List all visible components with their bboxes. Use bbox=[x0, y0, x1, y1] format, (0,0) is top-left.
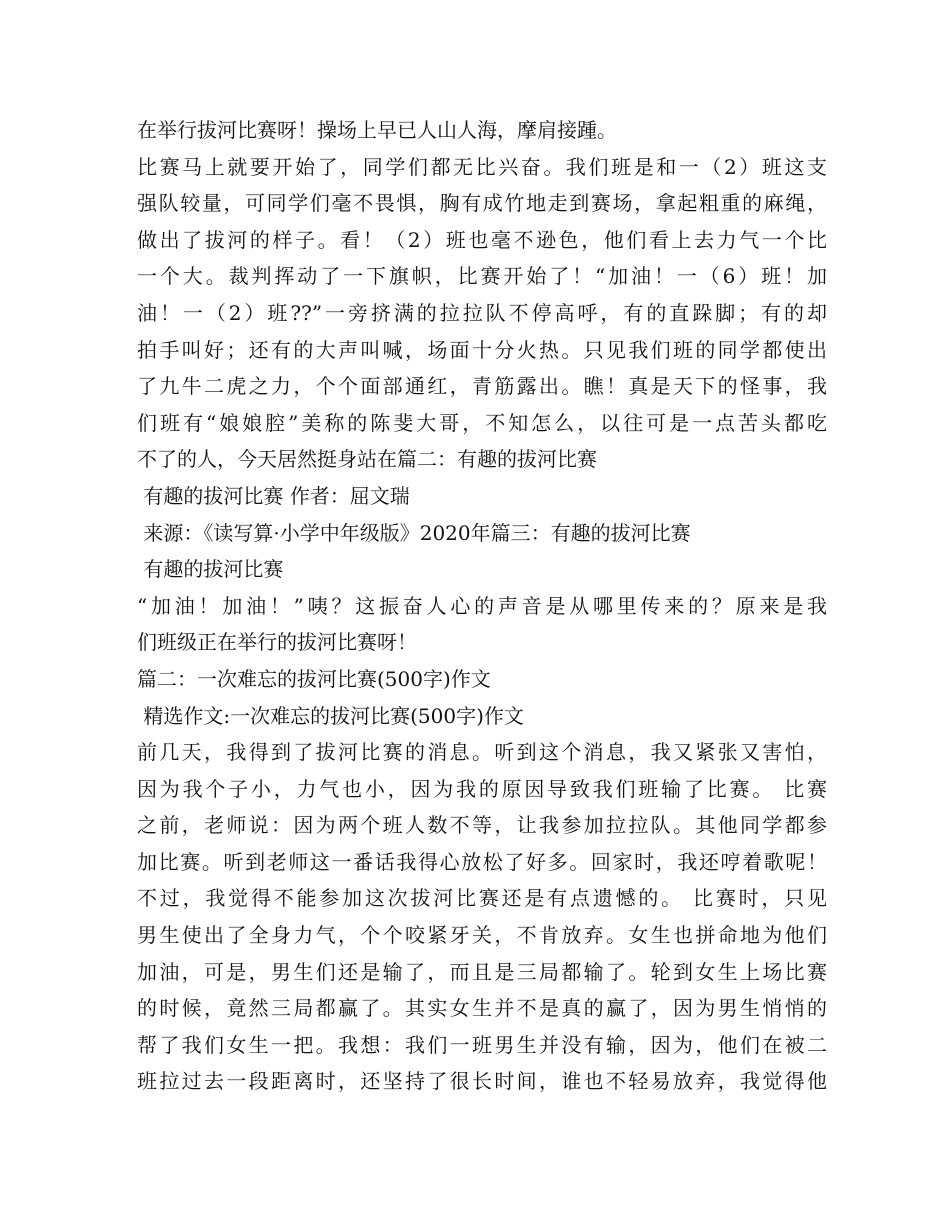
text-line: 不了的人，今天居然挺身站在篇二：有趣的拔河比赛 bbox=[137, 447, 597, 472]
text-line: 班拉过去一段距离时，还坚持了很长时间，谁也不轻易放弃，我觉得他 bbox=[137, 1069, 827, 1094]
text-line: 有趣的拔河比赛 作者：屈文瑞 bbox=[137, 483, 410, 508]
text-line: “加油！加油！”咦？这振奋人心的声音是从哪里传来的？原来是我 bbox=[137, 593, 827, 618]
text-line: 有趣的拔河比赛 bbox=[137, 557, 284, 582]
text-line: 拍手叫好；还有的大声叫喊，场面十分火热。只见我们班的同学都使出 bbox=[137, 337, 827, 362]
text-line: 们班有“娘娘腔”美称的陈斐大哥，不知怎么，以往可是一点苦头都吃 bbox=[137, 410, 827, 435]
text-line: 加油，可是，男生们还是输了，而且是三局都输了。轮到女生上场比赛 bbox=[137, 959, 827, 984]
text-line: 来源：《读写算·小学中年级版》2020年篇三：有趣的拔河比赛 bbox=[137, 520, 691, 545]
text-line: 了九牛二虎之力，个个面部通红，青筋露出。瞧！真是天下的怪事，我 bbox=[137, 374, 827, 399]
text-line: 油！一（2）班??”一旁挤满的拉拉队不停高呼，有的直跺脚；有的却 bbox=[137, 300, 827, 325]
text-line: 前几天，我得到了拔河比赛的消息。听到这个消息，我又紧张又害怕， bbox=[137, 740, 827, 765]
text-line: 男生使出了全身力气，个个咬紧牙关，不肯放弃。女生也拼命地为他们 bbox=[137, 923, 827, 948]
text-line: 强队较量，可同学们毫不畏惧，胸有成竹地走到赛场，拿起粗重的麻绳， bbox=[137, 191, 827, 216]
text-line: 帮了我们女生一把。我想：我们一班男生并没有输，因为，他们在被二 bbox=[137, 1032, 827, 1057]
text-line: 加比赛。听到老师这一番话我得心放松了好多。回家时，我还哼着歌呢！ bbox=[137, 849, 827, 874]
text-line: 不过，我觉得不能参加这次拔河比赛还是有点遗憾的。 比赛时，只见 bbox=[137, 886, 827, 911]
text-line: 之前，老师说：因为两个班人数不等，让我参加拉拉队。其他同学都参 bbox=[137, 813, 827, 838]
text-line: 的时候，竟然三局都赢了。其实女生并不是真的赢了，因为男生悄悄的 bbox=[137, 996, 827, 1021]
text-line: 做出了拔河的样子。看！（2）班也毫不逊色，他们看上去力气一个比 bbox=[137, 227, 827, 252]
document-body bbox=[137, 112, 827, 1100]
text-line: 一个大。裁判挥动了一下旗帜，比赛开始了！“加油！一（6）班！加 bbox=[137, 264, 827, 289]
section-heading: 篇二：一次难忘的拔河比赛(500字)作文 bbox=[137, 666, 491, 691]
text-line: 们班级正在举行的拔河比赛呀！ bbox=[137, 630, 417, 655]
text-line: 因为我个子小，力气也小，因为我的原因导致我们班输了比赛。 比赛 bbox=[137, 776, 827, 801]
text-line: 在举行拔河比赛呀！操场上早已人山人海，摩肩接踵。 bbox=[137, 118, 617, 142]
text-line: 比赛马上就要开始了，同学们都无比兴奋。我们班是和一（2）班这支 bbox=[137, 154, 827, 179]
text-line: 精选作文:一次难忘的拔河比赛(500字)作文 bbox=[137, 703, 524, 728]
